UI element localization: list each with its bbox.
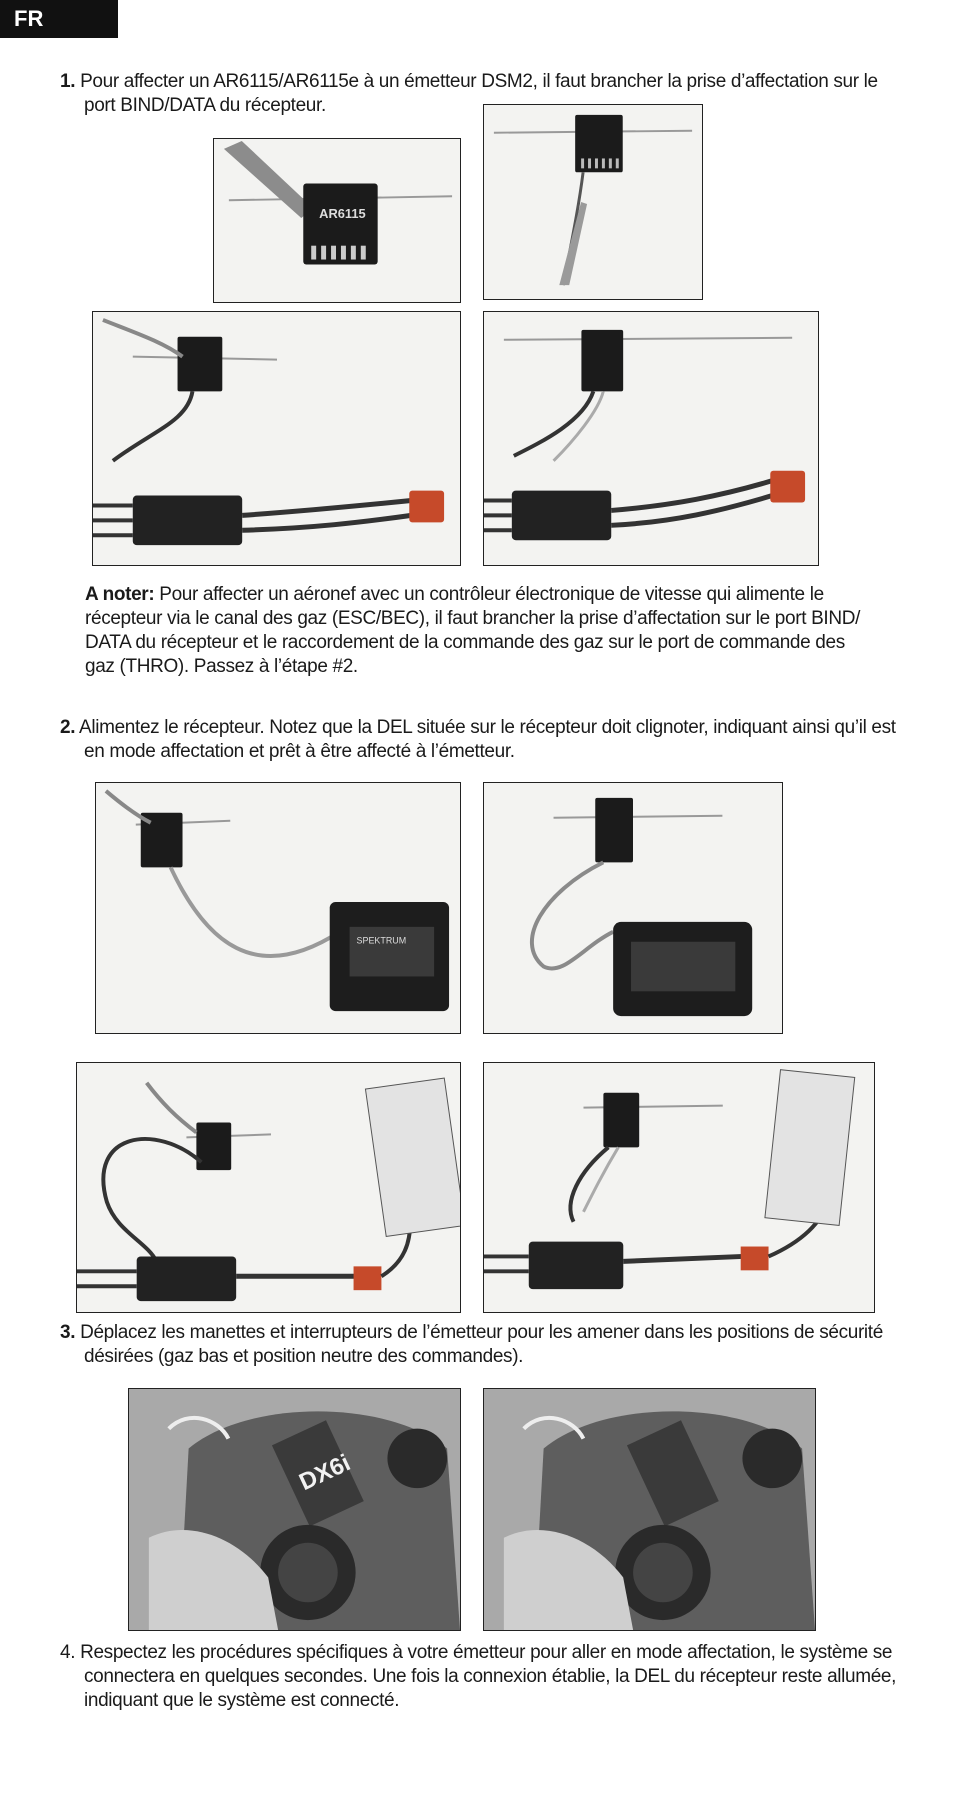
transmitter-model-label: DX6i: [295, 1449, 355, 1497]
photo-transmitter-left: [128, 1388, 461, 1631]
note-label: A noter:: [85, 584, 155, 605]
photo-receiver-esc: [92, 311, 461, 566]
step-1-text: Pour affecter un AR6115/AR6115e à un émetteur DSM2, il faut brancher la prise d’affectation sur le port BIND/DATA du récepteur.: [80, 71, 878, 116]
step-2-text: Alimentez le récepteur. Notez que la DEL située sur le récepteur doit clignoter, indiquant ainsi qu’il est en mode affectation et prêt à être affecté à l’émetteur.: [79, 717, 896, 762]
photo-receiver-top-view: [483, 104, 703, 300]
step-3-text: Déplacez les manettes et interrupteurs de l’émetteur pour les amener dans les positions de sécurité désirées (gaz bas et position neutre des commandes).: [80, 1322, 883, 1367]
step-3-number: 3.: [60, 1322, 76, 1343]
step-2-number: 2.: [60, 717, 76, 738]
note-paragraph: [85, 583, 875, 679]
photo-transmitter-right: [483, 1388, 816, 1631]
step-3-paragraph: [60, 1321, 914, 1369]
battery-brand-label: SPEKTRUM: [356, 935, 407, 946]
note-text: Pour affecter un aéronef avec un contrôleur électronique de vitesse qui alimente le récepteur via le canal des gaz (ESC/BEC), il faut brancher la prise d’affectation sur le port BIND/ DATA du récepteur et le raccordement de la commande des gaz sur le port de commande des gaz (THRO). Passez à l’étape #2.: [85, 584, 860, 677]
step-1-paragraph: [60, 70, 904, 118]
step-4-paragraph: [60, 1641, 924, 1713]
receiver-model-label: AR6115: [319, 206, 366, 222]
step-2-paragraph: [60, 716, 914, 764]
step-4-text: 4. Respectez les procédures spécifiques à votre émetteur pour aller en mode affectation, le système se connectera en quelques secondes. Une fois la connexion établie, la DEL du récepteur reste allumée, indiquant que le système est connecté.: [60, 1642, 897, 1711]
photo-receiver-battery-top: [483, 782, 783, 1034]
photo-receiver-bind-plug: [213, 138, 461, 303]
step-1-number: 1.: [60, 71, 76, 92]
photo-receiver-lipo-esc-top: [483, 1062, 875, 1313]
language-tab: FR: [0, 0, 118, 38]
photo-receiver-lipo-esc: [76, 1062, 461, 1313]
photo-receiver-battery-pack: [95, 782, 461, 1034]
photo-receiver-esc-top: [483, 311, 819, 566]
